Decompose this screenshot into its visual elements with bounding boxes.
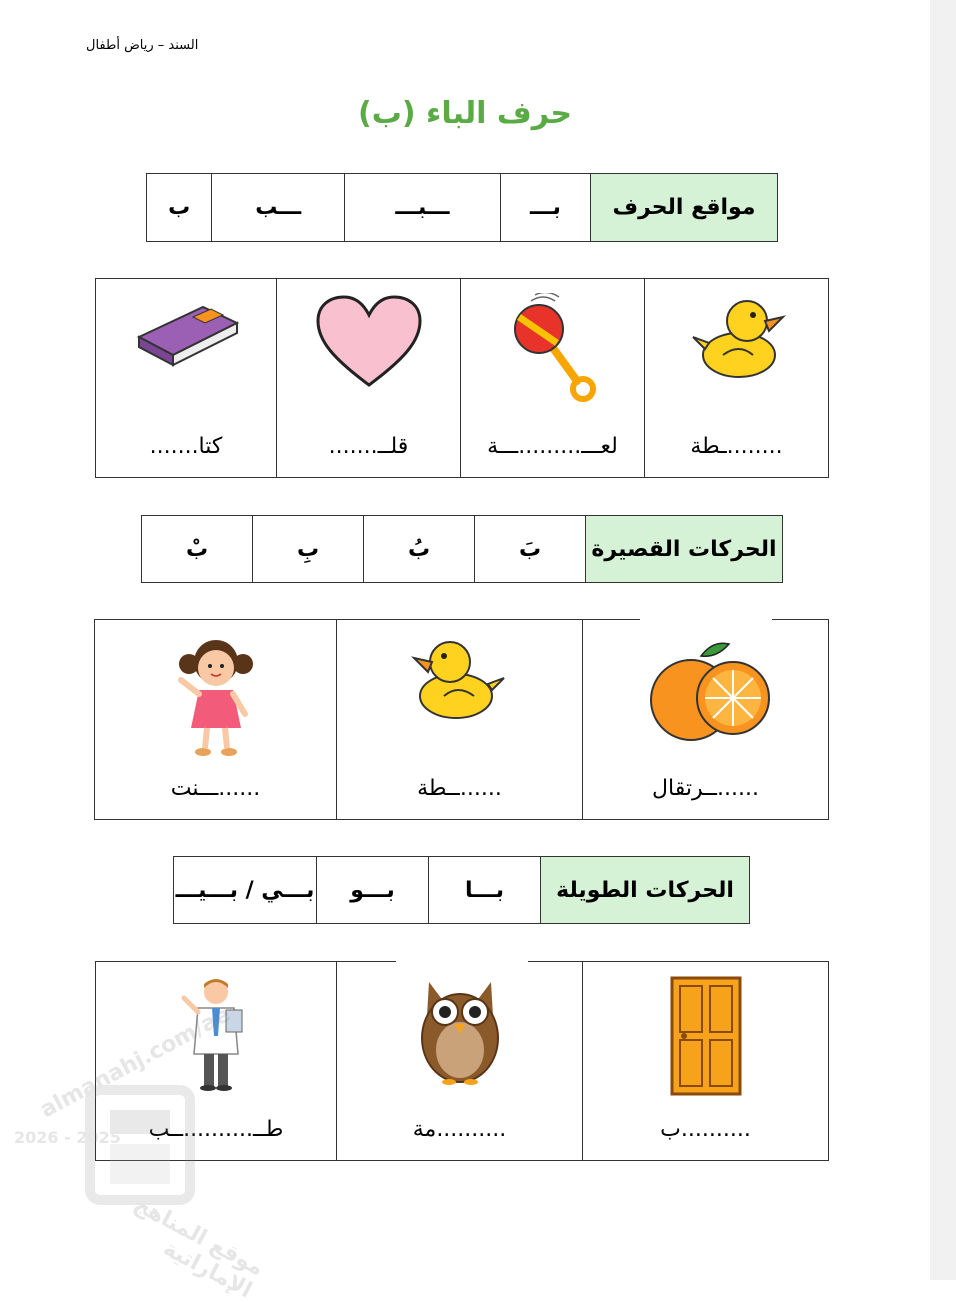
vowel-cell: بـــو bbox=[317, 857, 429, 924]
doctor-icon bbox=[176, 976, 256, 1094]
word-cell bbox=[96, 962, 337, 1161]
word-blank: ......ــرتقال bbox=[652, 776, 759, 801]
position-cell: بـــ bbox=[500, 174, 590, 242]
word-cell bbox=[95, 620, 337, 820]
heart-icon bbox=[314, 293, 424, 393]
word-blank: ......ــطة bbox=[417, 776, 502, 801]
word-cell bbox=[461, 279, 645, 478]
door-icon bbox=[670, 976, 742, 1096]
word-blank: ..........ب bbox=[660, 1117, 751, 1142]
duck-icon bbox=[410, 634, 510, 724]
orange-icon bbox=[641, 634, 771, 744]
word-blank: طــ..........ــب bbox=[148, 1117, 284, 1142]
book-icon bbox=[131, 293, 241, 373]
vowel-cell: بِ bbox=[253, 516, 364, 583]
word-cell bbox=[277, 279, 461, 478]
vowel-cell: بْ bbox=[142, 516, 253, 583]
girl-icon bbox=[171, 634, 261, 758]
position-cell: ـــبـــ bbox=[345, 174, 501, 242]
long-vowels-header: الحركات الطويلة bbox=[541, 857, 750, 924]
word-blank: كتا....... bbox=[149, 434, 223, 459]
vowel-cell: بـــا bbox=[429, 857, 541, 924]
word-cell bbox=[583, 620, 829, 820]
word-cell bbox=[337, 962, 583, 1161]
short-vowels-header: الحركات القصيرة bbox=[586, 516, 783, 583]
word-cell bbox=[645, 279, 829, 478]
position-cell: ـــب bbox=[212, 174, 345, 242]
duck-icon bbox=[687, 293, 787, 383]
word-blank: قلــ....... bbox=[328, 434, 409, 459]
word-blank: ..........مة bbox=[412, 1117, 507, 1142]
watermark-name: موقع المناهج الإماراتية bbox=[129, 1191, 268, 1303]
page-title: حرف الباء (ب) bbox=[358, 96, 572, 131]
watermark-site: almanahj.com/ae bbox=[36, 1001, 235, 1124]
words-table-3 bbox=[95, 961, 829, 1161]
position-cell: ب bbox=[147, 174, 212, 242]
vowel-cell: بـــي / بـــيـــ bbox=[174, 857, 317, 924]
vowel-cell: بُ bbox=[364, 516, 475, 583]
positions-header: مواقع الحرف bbox=[591, 174, 778, 242]
word-cell bbox=[583, 962, 829, 1161]
watermark-years: 2026 - 2025 bbox=[14, 1128, 121, 1147]
rattle-icon bbox=[503, 293, 603, 403]
vowel-cell: بَ bbox=[475, 516, 586, 583]
word-blank: ......ـــنت bbox=[170, 776, 261, 801]
short-vowels-table bbox=[141, 515, 783, 583]
header-note: السند – رياض أطفال bbox=[86, 38, 199, 53]
word-cell bbox=[96, 279, 277, 478]
word-blank: لعـــ.........ـــة bbox=[487, 434, 618, 459]
word-blank: ........ـطة bbox=[690, 434, 783, 459]
owl-icon bbox=[415, 976, 505, 1086]
letter-positions-table bbox=[146, 173, 778, 242]
long-vowels-table bbox=[173, 856, 750, 924]
scrollbar-track[interactable] bbox=[930, 0, 956, 1280]
words-table-2 bbox=[94, 619, 829, 820]
word-cell bbox=[337, 620, 583, 820]
words-table-1 bbox=[95, 278, 829, 478]
